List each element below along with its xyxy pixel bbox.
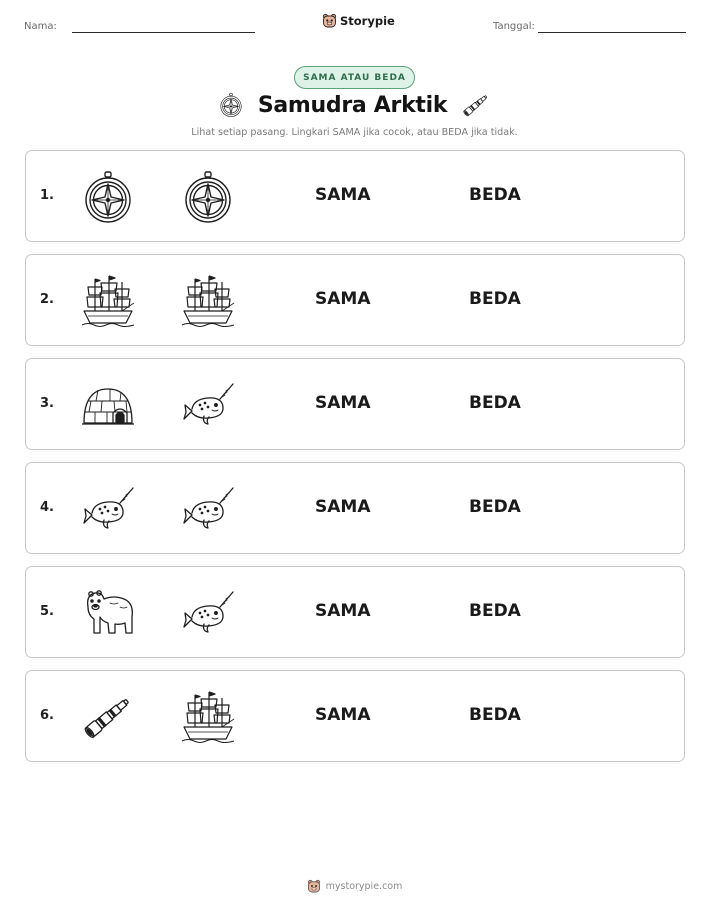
footer-url[interactable]: mystorypie.com [325,881,403,892]
polar-bear-icon [80,585,136,641]
narwhal-icon [180,377,236,433]
different-option[interactable]: BEDA [469,185,521,205]
different-option[interactable]: BEDA [469,601,521,621]
mascot-icon [322,13,337,29]
row-number: 4. [40,500,54,515]
instructions: Lihat setiap pasang. Lingkari SAMA jika cocok, atau BEDA jika tidak. [191,127,518,138]
same-option[interactable]: SAMA [315,393,371,413]
ship-icon [180,273,236,329]
narwhal-icon [180,481,236,537]
different-option[interactable]: BEDA [469,497,521,517]
same-option[interactable]: SAMA [315,185,371,205]
telescope-icon [461,90,491,120]
brand-name: Storypie [340,14,395,28]
telescope-icon [80,689,136,745]
ship-icon [80,273,136,329]
row-number: 6. [40,708,54,723]
page-title: Samudra Arktik [257,92,448,118]
same-option[interactable]: SAMA [315,705,371,725]
different-option[interactable]: BEDA [469,289,521,309]
narwhal-icon [80,481,136,537]
question-row-6 [25,670,685,762]
row-number: 5. [40,604,54,619]
same-option[interactable]: SAMA [315,497,371,517]
question-row-2 [25,254,685,346]
footer [0,879,709,894]
different-option[interactable]: BEDA [469,705,521,725]
narwhal-icon [180,585,236,641]
different-option[interactable]: BEDA [469,393,521,413]
row-number: 3. [40,396,54,411]
igloo-icon [80,377,136,433]
row-number: 1. [40,188,54,203]
same-option[interactable]: SAMA [315,289,371,309]
question-row-5 [25,566,685,658]
compass-icon [180,169,236,225]
same-option[interactable]: SAMA [315,601,371,621]
question-row-3 [25,358,685,450]
date-line[interactable] [538,32,686,33]
question-row-4 [25,462,685,554]
question-row-1 [25,150,685,242]
date-label: Tanggal: [493,21,535,32]
compass-icon [218,92,244,118]
name-line[interactable] [72,32,255,33]
mascot-icon [307,879,321,894]
name-label: Nama: [24,21,57,32]
ship-icon [180,689,236,745]
row-number: 2. [40,292,54,307]
brand-logo [322,13,395,29]
title-row [0,90,709,120]
compass-icon [80,169,136,225]
activity-badge: SAMA ATAU BEDA [294,66,415,89]
